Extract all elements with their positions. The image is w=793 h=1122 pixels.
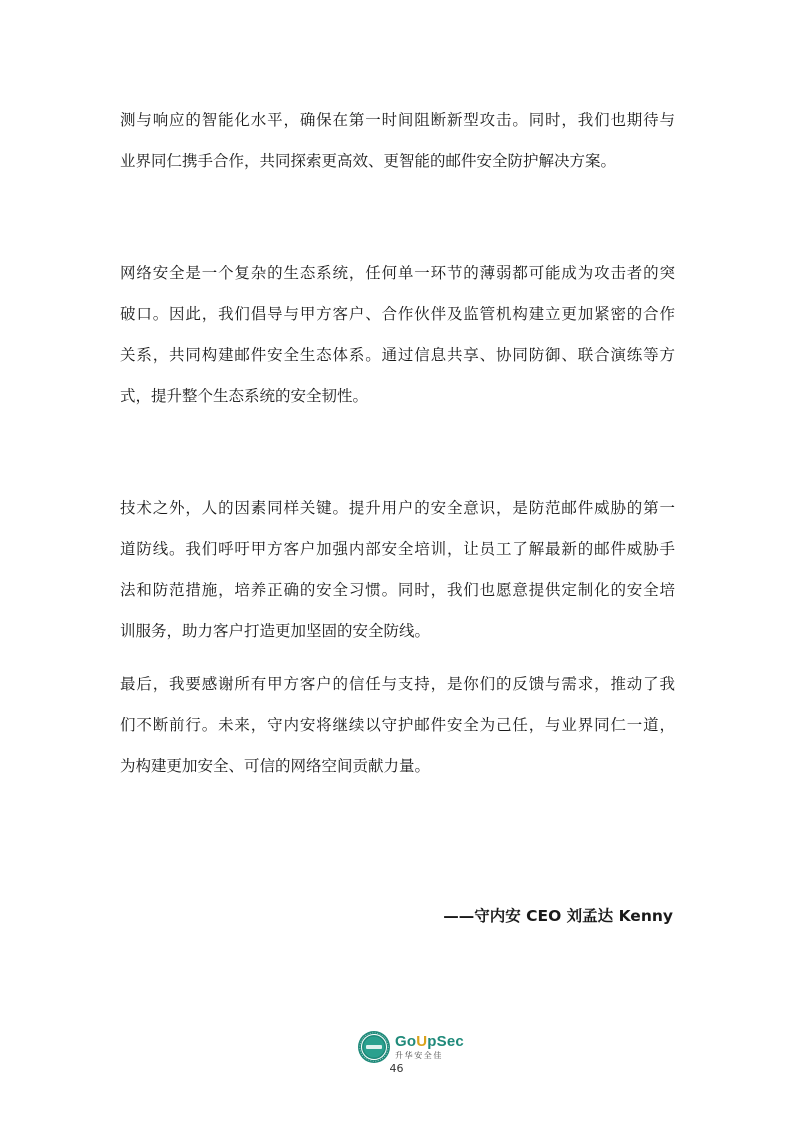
- text-line: 破口。因此，我们倡导与甲方客户、合作伙伴及监管机构建立更加紧密的合作: [120, 305, 675, 323]
- text-line: 测与响应的智能化水平，确保在第一时间阻断新型攻击。同时，我们也期待与: [120, 111, 675, 129]
- text-line: 最后，我要感谢所有甲方客户的信任与支持，是你们的反馈与需求，推动了我: [120, 675, 675, 693]
- signature: ——守内安 CEO 刘孟达 Kenny: [443, 907, 673, 925]
- brand-name: GoUpSec: [395, 1032, 464, 1050]
- text-line: 为构建更加安全、可信的网络空间贡献力量。: [120, 757, 431, 775]
- paragraph-3: [120, 488, 675, 652]
- footer-logo: [357, 1029, 464, 1065]
- brand-tagline: 升华安全佳: [395, 1050, 443, 1060]
- text-line: 道防线。我们呼吁甲方客户加强内部安全培训，让员工了解最新的邮件威胁手: [120, 540, 675, 558]
- text-line: 们不断前行。未来，守内安将继续以守护邮件安全为己任，与业界同仁一道，: [120, 716, 675, 734]
- goupsec-seal-icon: [357, 1030, 391, 1064]
- text-line: 网络安全是一个复杂的生态系统，任何单一环节的薄弱都可能成为攻击者的突: [120, 264, 675, 282]
- text-line: 法和防范措施，培养正确的安全习惯。同时，我们也愿意提供定制化的安全培: [120, 581, 675, 599]
- paragraph-2: [120, 253, 675, 417]
- paragraph-4: [120, 664, 675, 787]
- paragraph-1: [120, 100, 675, 182]
- brand: [395, 1034, 464, 1061]
- paragraph-spacer: [120, 182, 675, 253]
- text-line: 训服务，助力客户打造更加坚固的安全防线。: [120, 622, 431, 640]
- paragraph-spacer: [120, 417, 675, 488]
- text-line: 关系，共同构建邮件安全生态体系。通过信息共享、协同防御、联合演练等方: [120, 346, 675, 364]
- text-line: 式，提升整个生态系统的安全韧性。: [120, 387, 369, 405]
- text-line: 业界同仁携手合作，共同探索更高效、更智能的邮件安全防护解决方案。: [120, 152, 617, 170]
- page-number: 46: [389, 1062, 404, 1075]
- text-line: 技术之外，人的因素同样关键。提升用户的安全意识，是防范邮件威胁的第一: [120, 499, 675, 517]
- paragraph-spacer: [120, 652, 675, 664]
- body-text: [120, 100, 675, 787]
